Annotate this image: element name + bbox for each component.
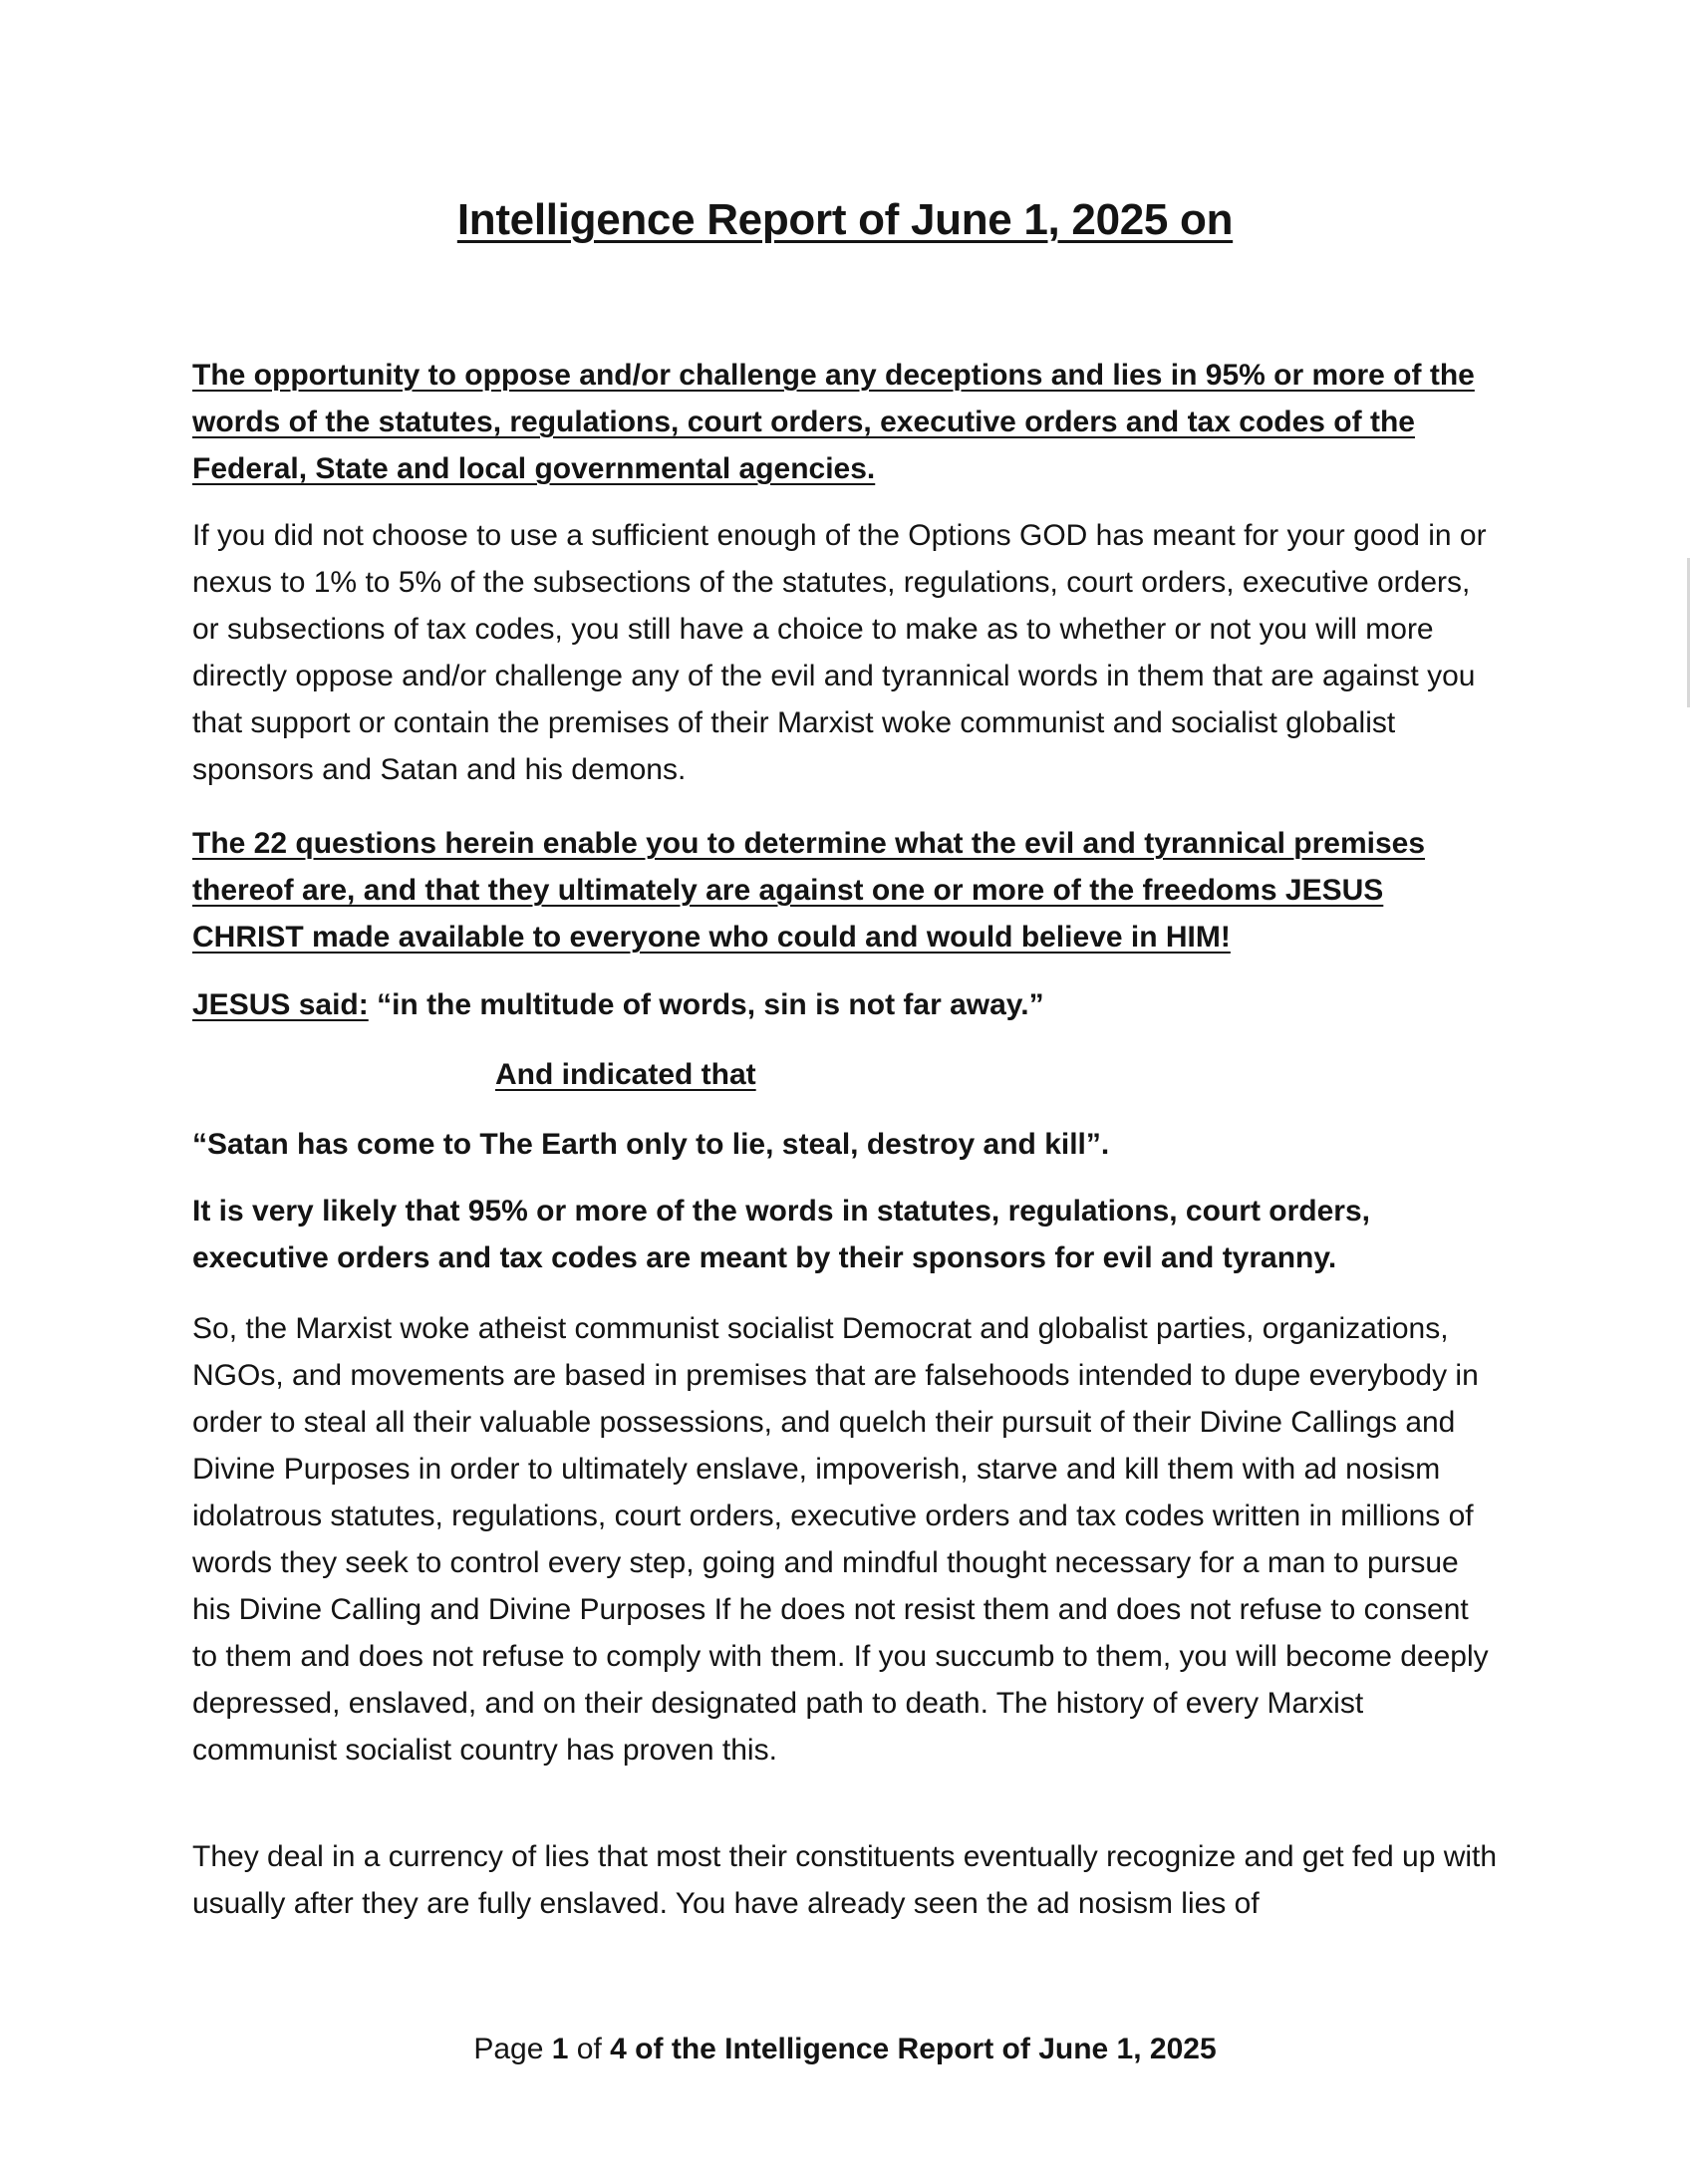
section-heading-22-questions: The 22 questions herein enable you to determine what the evil and tyrannical premises thereof are, and that they ultimately are against one or more of the freedoms JESUS CHRIST made available to everyone who could and would believe in HIM! [192, 827, 1426, 954]
footer-suffix: of the Intelligence Report of June 1, 2025 [626, 2033, 1217, 2065]
paragraph-marxist: So, the Marxist woke atheist communist socialist Democrat and globalist parties, organizations, NGOs, and movements are based in premises that are falsehoods intended to dupe everybody in order to steal all their valuable possessions, and quelch their pursuit of their Divine Callings and Divine Purposes in order to ultimately enslave, impoverish, starve and kill them with ad nosism idolatrous statutes, regulations, court orders, executive orders and tax codes written in millions of words they seek to control every step, going and mindful thought necessary for a man to pursue his Divine Calling and Divine Purposes If he does not resist them and does not refuse to consent to them and does not refuse to comply with them. If you succumb to them, you will become deeply depressed, enslaved, and on their designated path to death. The history of every Marxist communist socialist country has proven this. [192, 1312, 1489, 1767]
paragraph-options: If you did not choose to use a sufficient enough of the Options GOD has meant for your good in or nexus to 1% to 5% of the subsections of the statutes, regulations, court orders, executive orders, or subsections of tax codes, you still have a choice to make as to whether or not you will more directly oppose and/or challenge any of the evil and tyrannical words in them that are against you that support or contain the premises of their Marxist woke communist and socialist globalist sponsors and Satan and his demons. [192, 519, 1487, 786]
footer-page-number: 1 [551, 2033, 569, 2065]
quote-line-2: “Satan has come to The Earth only to lie, steal, destroy and kill”. [192, 1128, 1110, 1161]
and-indicated-label: And indicated that [495, 1058, 756, 1091]
footer-total-pages: 4 [610, 2033, 627, 2065]
paragraph-currency-of-lies: They deal in a currency of lies that most their constituents eventually recognize and get fed up with usually after they are fully enslaved. You have already seen the ad nosism lies of [192, 1840, 1498, 1920]
section-heading-opportunity: The opportunity to oppose and/or challenge any deceptions and lies in 95% or more of the words of the statutes, regulations, court orders, executive orders and tax codes of the Federal, State and local governmental agencies. [192, 359, 1475, 485]
quote-line-1 [192, 981, 1498, 1028]
quote-speaker: JESUS said: [192, 988, 369, 1021]
footer-of-label: of [568, 2033, 611, 2065]
quote-text-1: “in the multitude of words, sin is not far away.” [368, 988, 1044, 1021]
paragraph-bold-likely: It is very likely that 95% or more of the words in statutes, regulations, court orders, executive orders and tax codes are meant by their sponsors for evil and tyranny. [192, 1195, 1370, 1274]
footer-prefix: Page [473, 2033, 552, 2065]
page-title: Intelligence Report of June 1, 2025 on [456, 195, 1234, 244]
page-footer [0, 2033, 1690, 2066]
